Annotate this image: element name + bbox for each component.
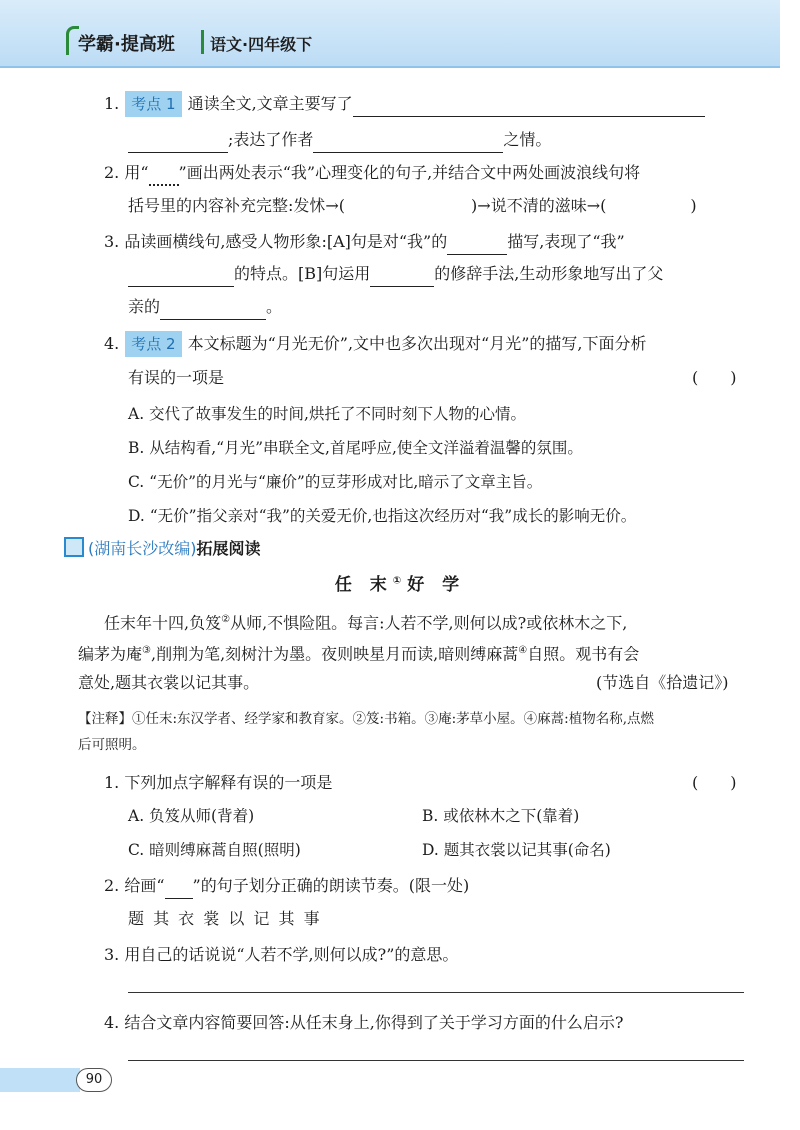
q-text: ;表达了作者 <box>228 130 314 149</box>
underline-mark <box>165 880 193 899</box>
q-text: 之情。 <box>503 130 552 149</box>
page-header <box>0 0 780 68</box>
question-1-line-2 <box>128 127 551 153</box>
q-number: 3. <box>104 945 120 964</box>
q-text: 有误的一项是 <box>128 368 225 387</box>
section-source: (湖南长沙改编) <box>88 539 197 558</box>
q-number: 1. <box>104 94 120 113</box>
q-text: 品读画横线句,感受人物形象:[A]句是对“我”的 <box>124 232 448 251</box>
annotation-line-1: 【注释】①任末:东汉学者、经学家和教育家。②笈:书箱。③庵:茅草小屋。④麻蒿:植物名称,点燃 <box>78 711 654 727</box>
footnote-mark: ① <box>392 575 408 587</box>
passage-text: 自照。观书有会 <box>527 644 640 664</box>
question-1 <box>104 91 705 117</box>
option-c: C. 暗则缚麻蒿自照(照明) <box>128 841 301 859</box>
option-d: D. “无价”指父亲对“我”的关爱无价,也指这次经历对“我”成长的影响无价。 <box>128 507 637 525</box>
q-text: 的修辞手法,生动形象地写出了父 <box>434 264 664 283</box>
option-b: B. 从结构看,“月光”串联全文,首尾呼应,使全文洋溢着温馨的氛围。 <box>128 439 583 457</box>
answer-blank[interactable] <box>128 266 234 287</box>
answer-parentheses[interactable]: ( ) <box>692 773 737 792</box>
wavy-line-mark <box>149 166 179 186</box>
q-text: 下列加点字解释有误的一项是 <box>124 773 333 792</box>
option-d: D. 题其衣裳以记其事(命名) <box>422 841 611 859</box>
q-text: 。 <box>266 297 283 316</box>
option-a: A. 负笈从师(背着) <box>128 807 255 825</box>
answer-blank[interactable] <box>313 132 503 153</box>
passage-text: 任末年十四,负笈 <box>104 613 222 633</box>
q-text: 用自己的话说说“人若不学,则何以成?”的意思。 <box>124 945 459 964</box>
question-3-line-3 <box>128 294 282 320</box>
q-number: 1. <box>104 773 120 792</box>
answer-line[interactable] <box>128 1060 744 1061</box>
section-header <box>64 536 261 559</box>
reading-question-3 <box>104 942 458 968</box>
passage-text: 从师,不惧险阻。每言:人若不学,则何以成?或依林木之下, <box>230 613 628 633</box>
question-4 <box>104 331 646 357</box>
page-number: 90 <box>76 1068 112 1092</box>
footer-bar <box>0 1068 80 1092</box>
passage-source: (节选自《拾遗记》) <box>596 673 729 692</box>
option-a: A. 交代了故事发生的时间,烘托了不同时刻下人物的心情。 <box>128 405 526 423</box>
q-text: ”画出两处表示“我”心理变化的句子,并结合文中两处画波浪线句将 <box>178 163 641 182</box>
reading-question-1 <box>104 770 332 796</box>
q-number: 2. <box>104 876 120 895</box>
key-point-badge: 考点 1 <box>125 91 181 117</box>
question-3-line-2 <box>128 261 663 287</box>
q-text: 给画“ <box>124 876 165 895</box>
passage-line-1 <box>104 607 627 636</box>
footnote-mark: ② <box>221 614 231 625</box>
question-2-line-2 <box>128 193 697 219</box>
annotation-line-2: 后可照明。 <box>78 737 146 753</box>
q-text: 通读全文,文章主要写了 <box>187 94 353 113</box>
q-text: 括号里的内容补充完整:发怵→( <box>128 196 346 215</box>
answer-blank[interactable] <box>353 96 705 117</box>
option-b: B. 或依林木之下(靠着) <box>422 807 580 825</box>
q-text: 结合文章内容简要回答:从任末身上,你得到了关于学习方面的什么启示? <box>124 1013 624 1032</box>
answer-blank[interactable] <box>447 234 507 255</box>
answer-line[interactable] <box>128 992 744 993</box>
q-text: 的特点。[B]句运用 <box>234 264 371 283</box>
q-number: 2. <box>104 163 120 182</box>
passage-title <box>0 570 800 595</box>
header-subtitle: 语文·四年级下 <box>210 35 313 54</box>
q-text: ) <box>690 196 697 215</box>
passage-text: ,削荆为笔,刻树汁为墨。夜则映星月而读,暗则缚麻蒿 <box>150 644 519 664</box>
title-part: 好 学 <box>407 575 466 595</box>
answer-blank[interactable] <box>160 299 266 320</box>
q-number: 3. <box>104 232 120 251</box>
q-text: )→说不清的滋味→( <box>471 196 607 215</box>
passage-text: 编茅为庵 <box>78 644 143 664</box>
reading-question-4 <box>104 1010 623 1036</box>
footnote-mark: ④ <box>518 645 528 656</box>
answer-parentheses[interactable]: ( ) <box>692 368 737 387</box>
question-4-line-2 <box>128 365 224 391</box>
title-part: 任 末 <box>334 575 393 595</box>
rhythm-sentence[interactable]: 题 其 衣 裳 以 记 其 事 <box>128 909 322 928</box>
section-marker-icon <box>64 537 84 557</box>
footnote-mark: ③ <box>142 645 151 656</box>
section-label: 拓展阅读 <box>196 539 261 558</box>
answer-blank[interactable] <box>128 132 228 153</box>
q-text: 描写,表现了“我” <box>507 232 625 251</box>
passage-line-2 <box>78 638 639 667</box>
brand-logo: 学霸·提高班 <box>78 34 175 55</box>
logo-arrow-icon <box>195 30 204 54</box>
question-3 <box>104 229 625 255</box>
passage-line-3 <box>78 670 259 696</box>
q-text: ”的句子划分正确的朗读节奏。(限一处) <box>192 876 470 895</box>
option-c: C. “无价”的月光与“廉价”的豆芽形成对比,暗示了文章主旨。 <box>128 473 543 491</box>
q-number: 4. <box>104 1013 120 1032</box>
q-text: 用“ <box>124 163 149 182</box>
q-text: 本文标题为“月光无价”,文中也多次出现对“月光”的描写,下面分析 <box>187 334 647 353</box>
answer-blank[interactable] <box>370 266 434 287</box>
question-2 <box>104 160 640 186</box>
key-point-badge: 考点 2 <box>125 331 181 357</box>
q-number: 4. <box>104 334 120 353</box>
q-text: 亲的 <box>128 297 161 316</box>
reading-question-2 <box>104 873 469 899</box>
passage-text: 意处,题其衣裳以记其事。 <box>78 673 260 692</box>
